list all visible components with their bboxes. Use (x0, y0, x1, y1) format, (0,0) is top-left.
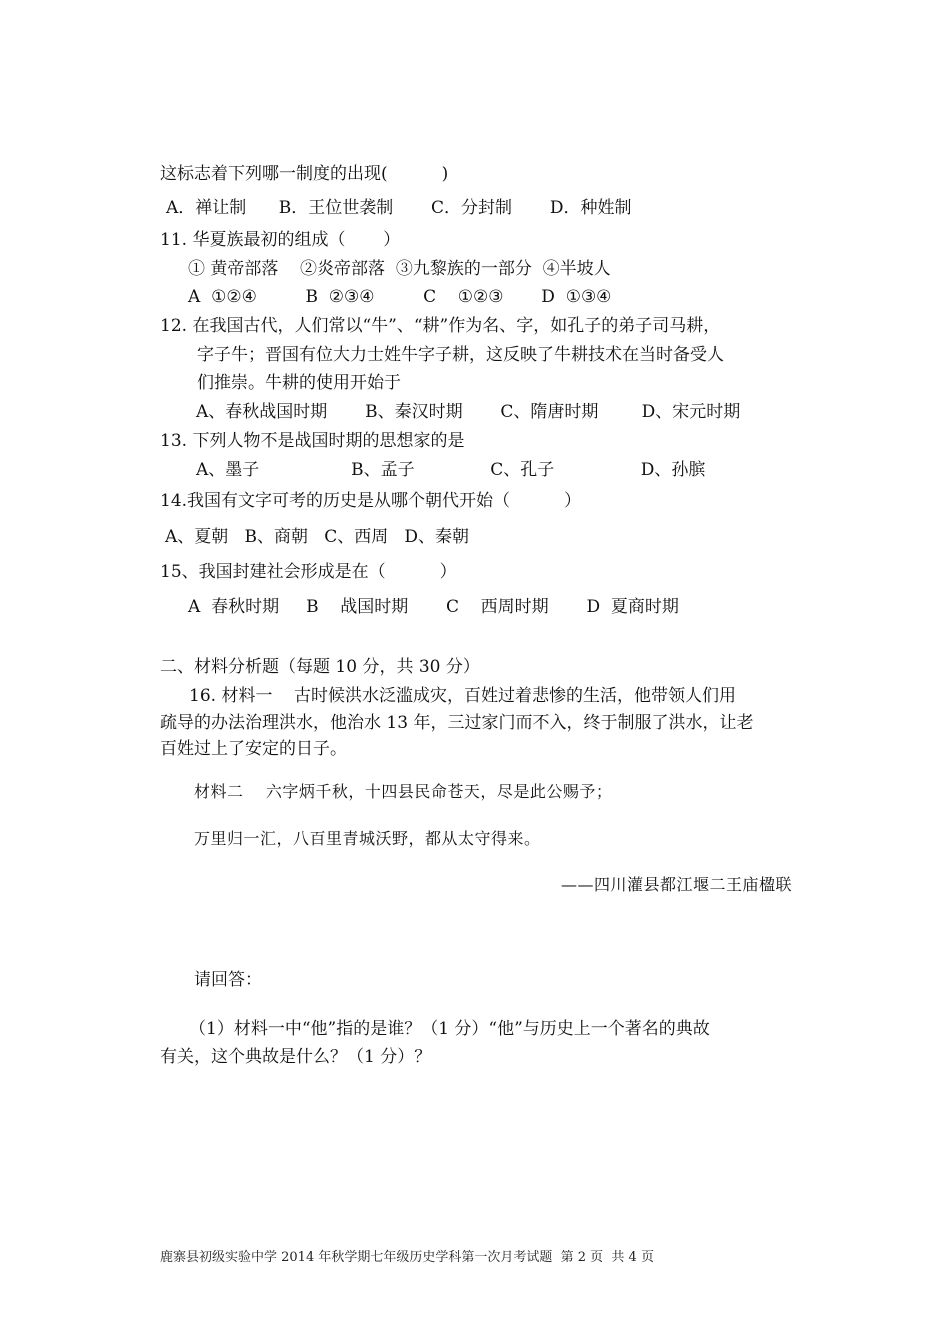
q12-line-1: 12. 在我国古代，人们常以“牛”、“耕”作为名、字，如孔子的弟子司马耕， (160, 316, 721, 336)
q16-line-1: 16. 材料一 古时候洪水泛滥成灾，百姓过着悲惨的生活，他带领人们用 (189, 686, 737, 706)
q11-stem: 11. 华夏族最初的组成（ ） (160, 230, 401, 250)
q11-items: ① 黄帝部落 ②炎帝部落 ③九黎族的一部分 ④半坡人 (188, 259, 611, 279)
q10-options: A．禅让制 B．王位世袭制 C．分封制 D．种姓制 (166, 198, 632, 218)
sub-question-1-line-1: （1）材料一中“他”指的是谁？（1 分）“他”与历史上一个著名的典故 (189, 1019, 710, 1039)
q13-options: A、墨子 B、孟子 C、孔子 D、孙膑 (196, 460, 706, 480)
q16-line-3: 百姓过上了安定的日子。 (160, 739, 347, 759)
q15-options: A 春秋时期 B 战国时期 C 西周时期 D 夏商时期 (188, 597, 679, 617)
q14-stem: 14.我国有文字可考的历史是从哪个朝代开始（ ） (160, 491, 582, 511)
page-footer: 鹿寨县初级实验中学 2014 年秋学期七年级历史学科第一次月考试题 第 2 页 共 4 页 (160, 1250, 654, 1265)
q12-line-3: 们推崇。牛耕的使用开始于 (197, 373, 401, 393)
q13-stem: 13. 下列人物不是战国时期的思想家的是 (160, 431, 465, 451)
q16-line-2: 疏导的办法治理洪水，他治水 13 年，三过家门而不入，终于制服了洪水，让老 (160, 713, 754, 733)
q11-options: A ①②④ B ②③④ C ①②③ D ①③④ (188, 287, 612, 307)
q15-stem: 15、我国封建社会形成是在（ ） (160, 562, 457, 582)
sub-question-1-line-2: 有关，这个典故是什么？（1 分）？ (160, 1047, 432, 1067)
q12-line-2: 字子牛；晋国有位大力士姓牛字子耕，这反映了牛耕技术在当时备受人 (197, 345, 724, 365)
answer-prompt: 请回答： (194, 970, 262, 990)
section-heading: 二、材料分析题（每题 10 分，共 30 分） (160, 657, 480, 677)
material-2-source: ——四川灌县都江堰二王庙楹联 (560, 875, 792, 894)
material-2-line-1: 材料二 六字炳千秋，十四县民命苍天，尽是此公赐予； (194, 782, 613, 801)
q12-options: A、春秋战国时期 B、秦汉时期 C、隋唐时期 D、宋元时期 (196, 402, 741, 422)
q14-options: A、夏朝 B、商朝 C、西周 D、秦朝 (165, 527, 470, 547)
q10-stem: 这标志着下列哪一制度的出现( ) (160, 164, 449, 184)
material-2-line-2: 万里归一汇，八百里青城沃野，都从太守得来。 (194, 829, 541, 848)
